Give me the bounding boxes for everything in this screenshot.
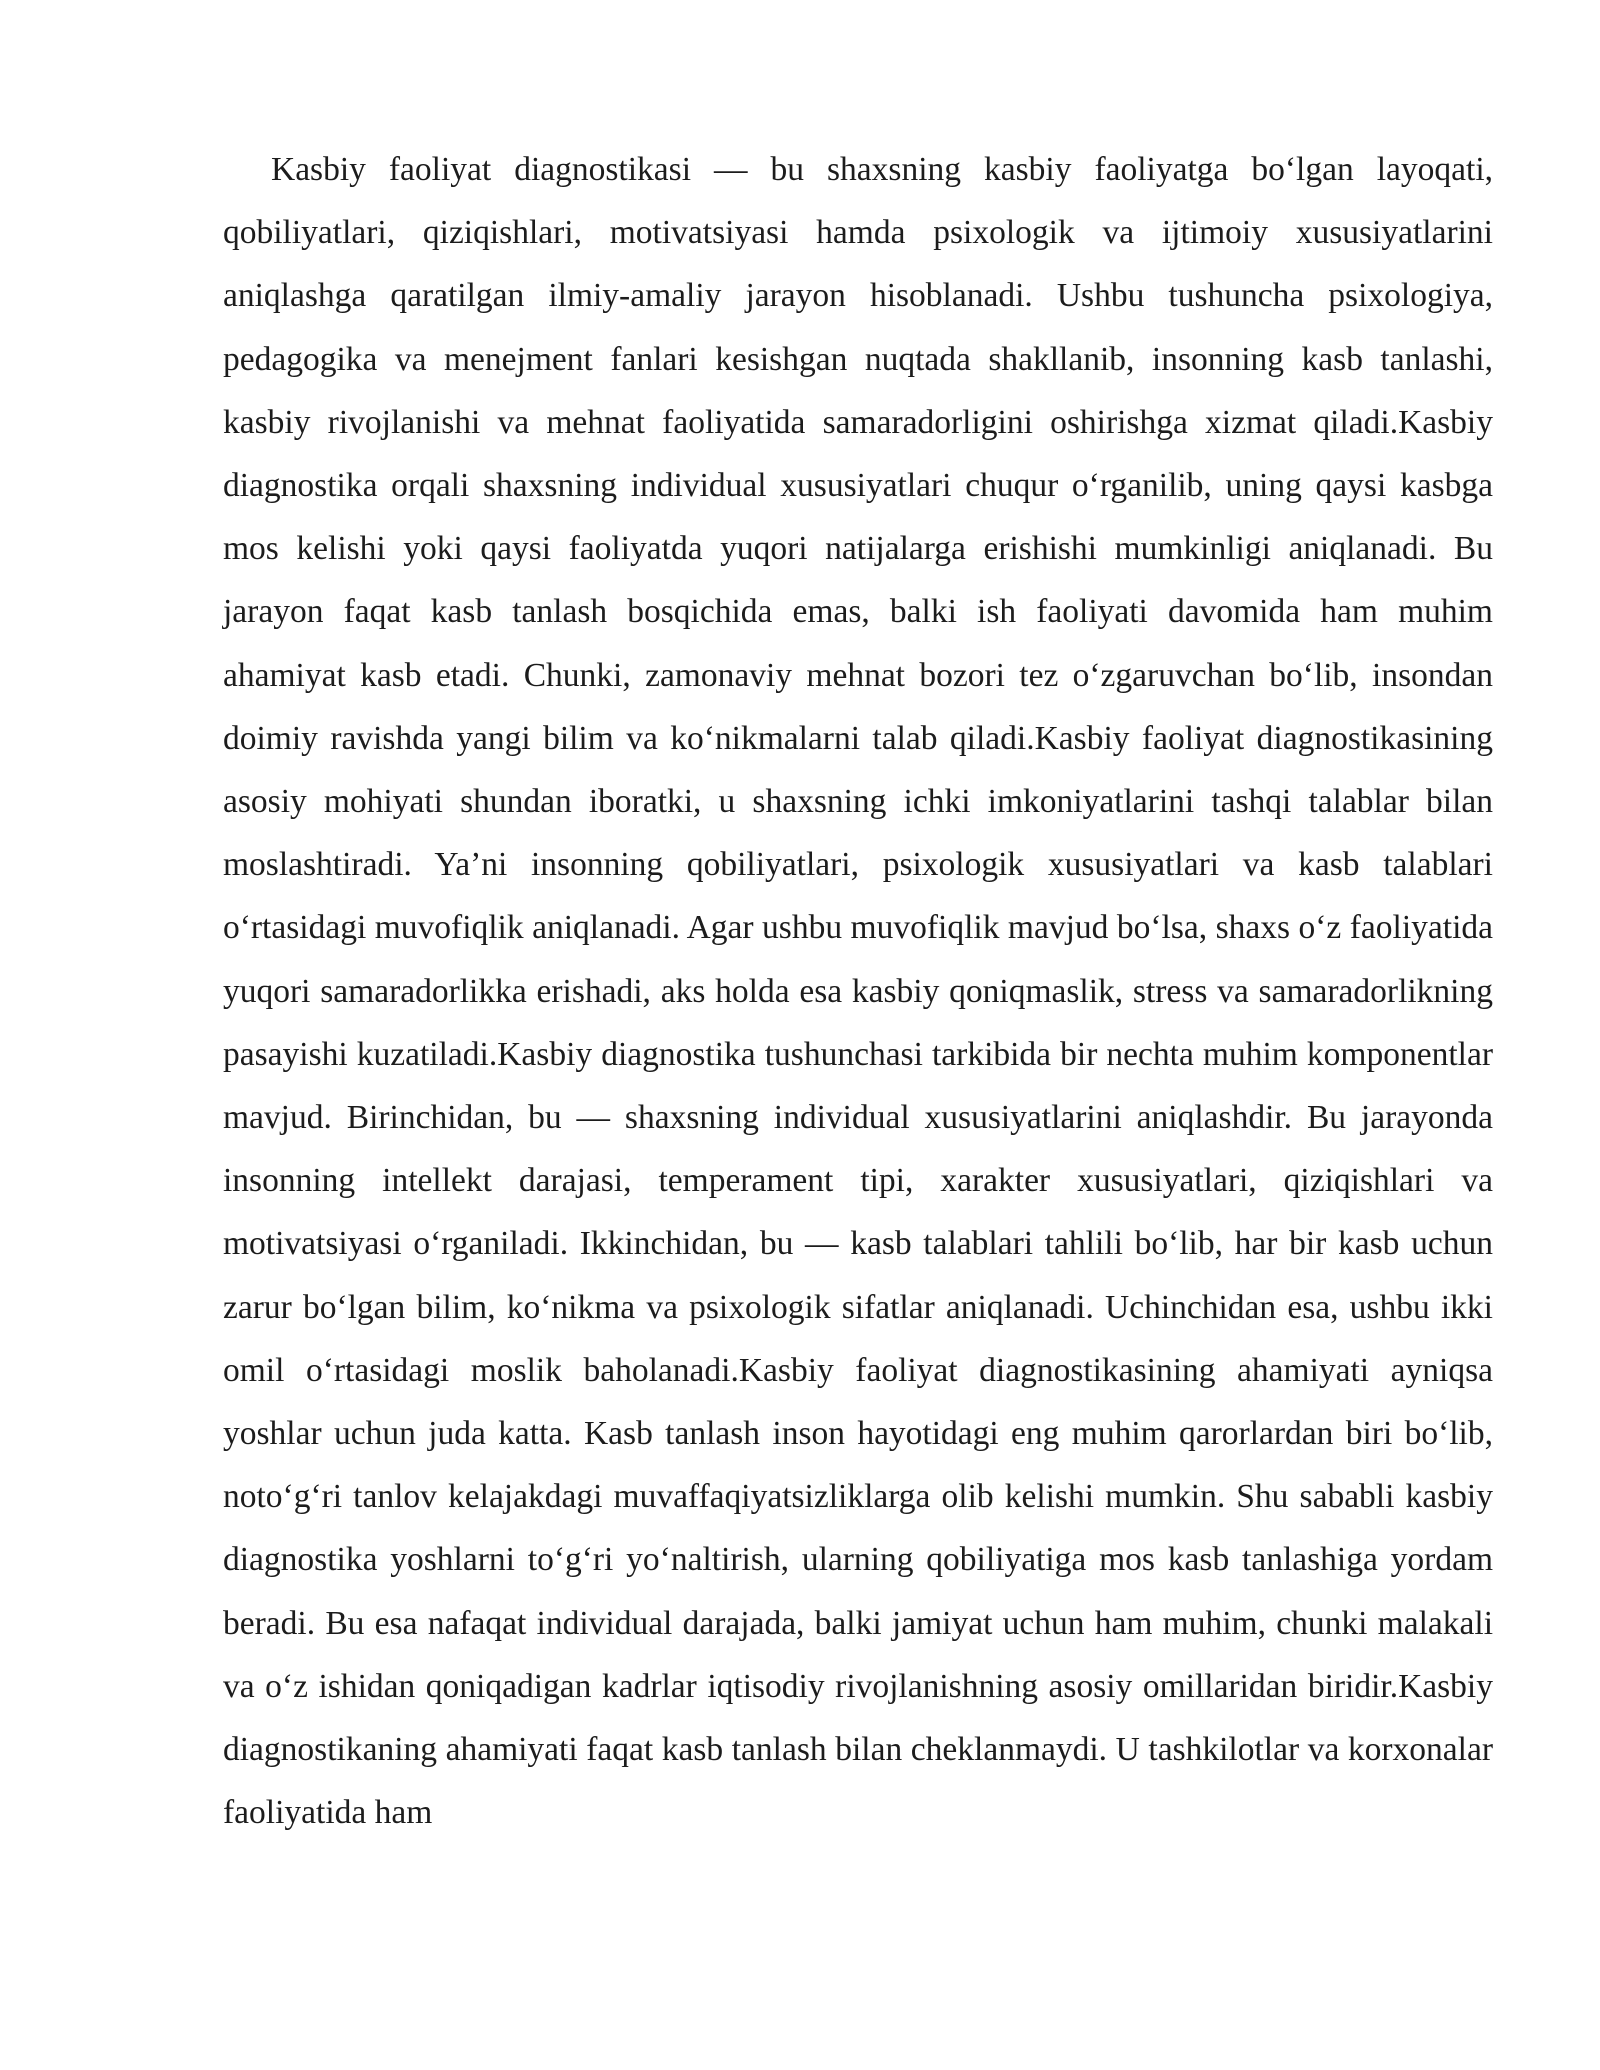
body-paragraph: Kasbiy faoliyat diagnostikasi — bu shaxsning kasbiy faoliyatga boʻlgan layoqati, qobiliyatlari, qiziqishlari, motivatsiyasi hamda psixologik va ijtimoiy xususiyatlarini aniqlashga qaratilgan ilmiy-amaliy jarayon hisoblanadi. Ushbu tushuncha psixologiya, pedagogika va menejment fanlari kesishgan nuqtada shakllanib, insonning kasb tanlashi, kasbiy rivojlanishi va mehnat faoliyatida samaradorligini oshirishga xizmat qiladi.Kasbiy diagnostika orqali shaxsning individual xususiyatlari chuqur oʻrganilib, uning qaysi kasbga mos kelishi yoki qaysi faoliyatda yuqori natijalarga erishishi mumkinligi aniqlanadi. Bu jarayon faqat kasb tanlash bosqichida emas, balki ish faoliyati davomida ham muhim ahamiyat kasb etadi. Chunki, zamonaviy mehnat bozori tez oʻzgaruvchan boʻlib, insondan doimiy ravishda yangi bilim va koʻnikmalarni talab qiladi.Kasbiy faoliyat diagnostikasining asosiy mohiyati shundan iboratki, u shaxsning ichki imkoniyatlarini tashqi talablar bilan moslashtiradi. Ya’ni insonning qobiliyatlari, psixologik xususiyatlari va kasb talablari oʻrtasidagi muvofiqlik aniqlanadi. Agar ushbu muvofiqlik mavjud boʻlsa, shaxs oʻz faoliyatida yuqori samaradorlikka erishadi, aks holda esa kasbiy qoniqmaslik, stress va samaradorlikning pasayishi kuzatiladi.Kasbiy diagnostika tushunchasi tarkibida bir nechta muhim komponentlar mavjud. Birinchidan, bu — shaxsning individual xususiyatlarini aniqlashdir. Bu jarayonda insonning intellekt darajasi, temperament tipi, xarakter xususiyatlari, qiziqishlari va motivatsiyasi oʻrganiladi. Ikkinchidan, bu — kasb talablari tahlili boʻlib, har bir kasb uchun zarur boʻlgan bilim, koʻnikma va psixologik sifatlar aniqlanadi. Uchinchidan esa, ushbu ikki omil oʻrtasidagi moslik baholanadi.Kasbiy faoliyat diagnostikasining ahamiyati ayniqsa yoshlar uchun juda katta. Kasb tanlash inson hayotidagi eng muhim qarorlardan biri boʻlib, notoʻgʻri tanlov kelajakdagi muvaffaqiyatsizliklarga olib kelishi mumkin. Shu sababli kasbiy diagnostika yoshlarni toʻgʻri yoʻnaltirish, ularning qobiliyatiga mos kasb tanlashiga yordam beradi. Bu esa nafaqat individual darajada, balki jamiyat uchun ham muhim, chunki malakali va oʻz ishidan qoniqadigan kadrlar iqtisodiy rivojlanishning asosiy omillaridan biridir.Kasbiy diagnostikaning ahamiyati faqat kasb tanlash bilan cheklanmaydi. U tashkilotlar va korxonalar faoliyatida ham [223,151,1493,1832]
